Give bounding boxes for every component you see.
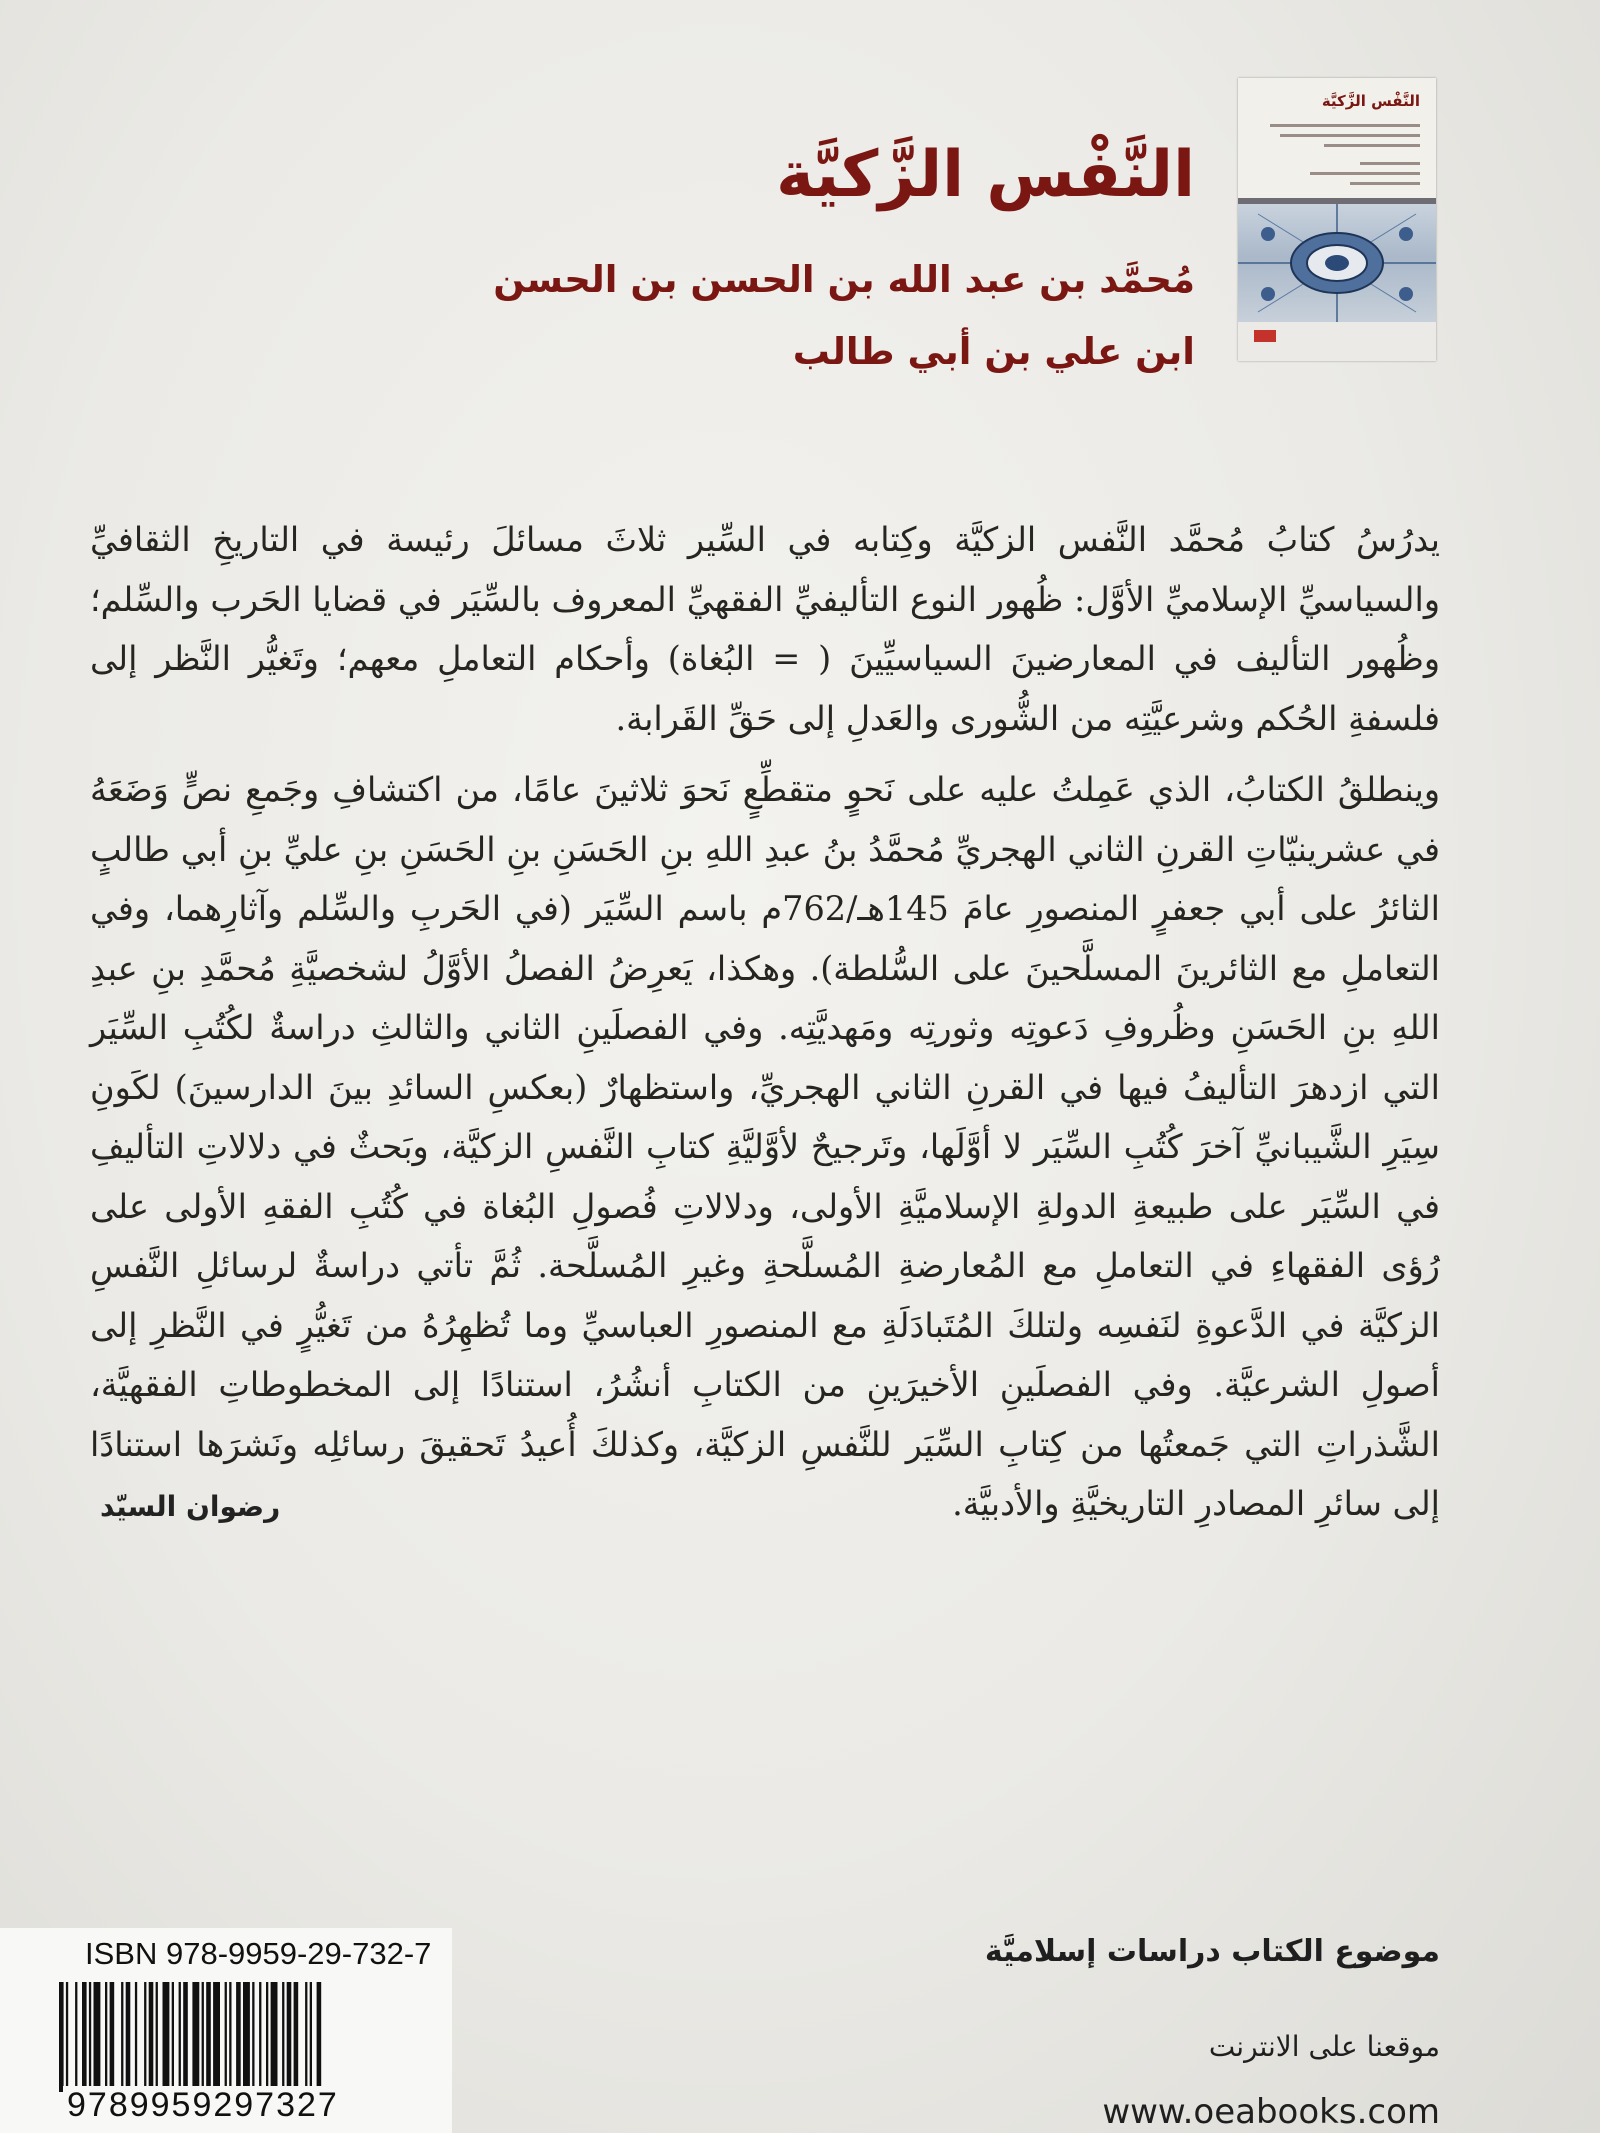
author-signature: رضوان السيّد <box>100 1490 281 1523</box>
website-url: www.oeabooks.com <box>1102 2092 1440 2132</box>
book-subject: موضوع الكتاب دراسات إسلاميَّة <box>984 1934 1440 1969</box>
thumbnail-text-line <box>1324 144 1420 147</box>
description-paragraph-1: يدرُسُ كتابُ مُحمَّد النَّفس الزكيَّة وكِتابه في السِّير ثلاثَ مسائلَ رئيسة في التاريخِ الثقافيِّ والسياسيِّ الإسلاميِّ الأوَّل: ظُهور النوع التأليفيِّ الفقهيِّ المعروف بالسِّيَر في قضايا الحَرب والسِّلم؛ وظُهور التأليف في المعارضينَ السياسيِّينَ ( = البُغاة) وأحكام التعاملِ معهم؛ وتَغيُّر النَّظر إلى فلسفةِ الحُكم وشرعيَّتِه من الشُّورى والعَدلِ إلى حَقِّ القَرابة. <box>90 520 1440 738</box>
thumbnail-text-line <box>1360 162 1420 165</box>
book-title: النَّفْس الزَّكيَّة <box>776 138 1195 212</box>
thumbnail-text-line <box>1270 124 1420 127</box>
publisher-logo-icon <box>1254 330 1276 342</box>
author-name-line1: مُحمَّد بن عبد الله بن الحسن بن الحسن <box>493 258 1195 301</box>
barcode-digits: 9789959297327 <box>63 2086 343 2125</box>
thumbnail-text-line <box>1310 172 1420 175</box>
front-cover-thumbnail <box>1238 78 1436 361</box>
website-label: موقعنا على الانترنت <box>1208 2030 1440 2063</box>
thumbnail-text-line <box>1350 182 1420 185</box>
thumbnail-ornament-image <box>1238 204 1436 322</box>
author-name-line2: ابن علي بن أبي طالب <box>792 330 1195 373</box>
thumbnail-title: النَّفْس الزَّكيَّة <box>1321 92 1420 110</box>
description-paragraph-2: وينطلقُ الكتابُ، الذي عَمِلتُ عليه على نَحوٍ متقطِّعٍ نَحوَ ثلاثينَ عامًا، من اكتشافِ وجَمعِ نصٍّ وَضَعَهُ في عشرينيّاتِ القرنِ الثاني الهجريِّ مُحمَّدُ بنُ عبدِ اللهِ بنِ الحَسَنِ بنِ الحَسَنِ بنِ عليِّ بنِ أبي طالبٍ الثائرُ على أبي جعفرٍ المنصورِ عامَ 145هـ/762م باسم السِّيَر (في الحَربِ والسِّلم وآثارِهما، وفي التعاملِ مع الثائرينَ المسلَّحينَ على السُّلطة). وهكذا، يَعرِضُ الفصلُ الأوَّلُ لشخصيَّةِ مُحمَّدِ بنِ عبدِ اللهِ بنِ الحَسَنِ وظُروفِ دَعوتِه وثورتِه ومَهديَّتِه. وفي الفصلَينِ الثاني والثالثِ دراسةٌ لكُتُبِ السِّيَر التي ازدهرَ التأليفُ فيها في القرنِ الثاني الهجريِّ، واستظهارٌ (بعكسِ السائدِ بينَ الدارسينَ) لكَونِ سِيَرِ الشَّيبانيِّ آخرَ كُتُبِ السِّيَر لا أوَّلَها، وتَرجيحٌ لأوَّليَّةِ كتابِ النَّفسِ الزكيَّة، وبَحثٌ في دلالاتِ التأليفِ في السِّيَر على طبيعةِ الدولةِ الإسلاميَّةِ الأولى، ودلالاتِ فُصولِ البُغاة في كُتُبِ الفقهِ الأولى على رُؤى الفقهاءِ في التعاملِ مع المُعارضةِ المُسلَّحةِ وغيرِ المُسلَّحة. ثُمَّ تأتي دراسةٌ لرسائلِ النَّفسِ الزكيَّة في الدَّعوةِ لنَفسِه ولتلكَ المُتَبادَلَةِ مع المنصورِ العباسيِّ وما تُظهِرُهُ من تَغيُّرٍ في النَّظرِ إلى أصولِ الشرعيَّة. وفي الفصلَينِ الأخيرَينِ من الكتابِ أنشُرُ، استنادًا إلى المخطوطاتِ الفقهيَّة، الشَّذراتِ التي جَمعتُها من كِتابِ السِّيَر للنَّفسِ الزكيَّة، وكذلكَ أُعيدُ تَحقيقَ رسائلِه ونَشرَها استنادًا إلى سائرِ المصادرِ التاريخيَّةِ والأدبيَّة. <box>90 770 1440 1523</box>
barcode-icon <box>55 1982 415 2092</box>
isbn-number: ISBN 978-9959-29-732-7 <box>85 1936 432 1971</box>
thumbnail-text-line <box>1280 134 1420 137</box>
